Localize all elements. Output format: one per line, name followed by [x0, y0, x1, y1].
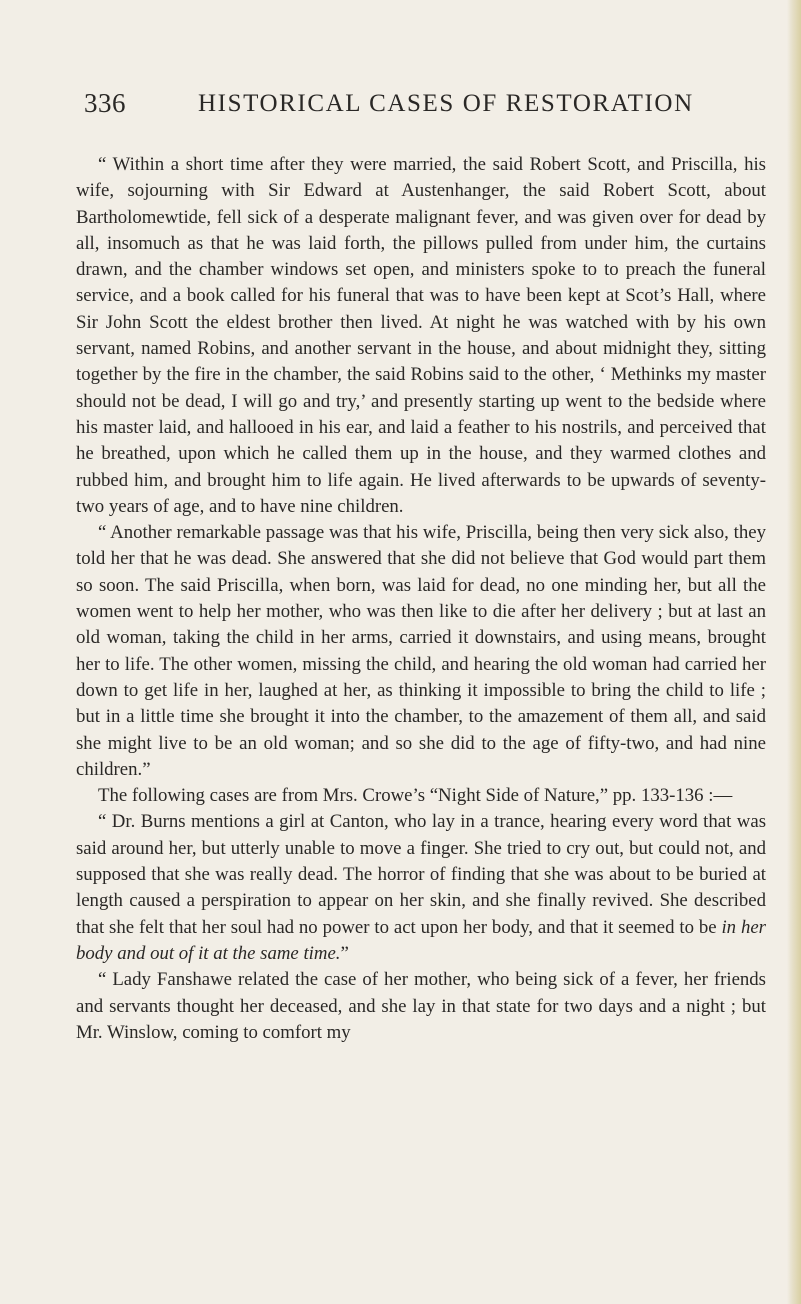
burns-case-italic-quote: in her body and out of it at the same time. — [76, 916, 766, 964]
paragraph-fanshawe: “ Lady Fanshawe related the case of her mother, who being sick of a fever, her friends and servants thought her deceased, and she lay in that state for two days and a night ; but Mr. Winslow, coming to comfort my — [76, 969, 766, 1043]
body-text — [76, 152, 766, 1046]
page-header — [84, 88, 704, 128]
burns-case-closing-mark: ” — [340, 942, 349, 964]
page-edge — [787, 0, 801, 1304]
burns-case-text: “ Dr. Burns mentions a girl at Canton, who lay in a trance, hearing every word that was said around her, but utterly unable to move a finger. She tried to cry out, but could not, and supposed that she was really dead. The horror of finding that she was about to be buried at length caused a perspiration to appear on her skin, and she finally revived. She described that she felt that her soul had no power to act upon her body, and that it seemed to be — [76, 811, 766, 938]
paragraph-priscilla: “ Another remarkable passage was that his wife, Priscilla, being then very sick also, they told her that he was dead. She answered that she did not believe that God would part them so soon. The said Priscilla, when born, was laid for dead, no one minding her, but all the women went to help her mother, who was then like to die after her delivery ; but at last an old woman, taking the child in her arms, carried it downstairs, and using means, brought her to life. The other women, missing the child, and hearing the old woman had carried her down to get life in her, laughed at her, as thinking it impossible to bring the child to life ; but in a little time she brought it into the chamber, to the amazement of them all, and said she might live to be an old woman; and so she did to the age of fifty-two, and had nine children.” — [76, 522, 766, 780]
paragraph-burns-case — [76, 809, 766, 967]
paragraph-crowe-citation: The following cases are from Mrs. Crowe’s “Night Side of Nature,” pp. 133-136 :— — [98, 785, 733, 807]
paragraph-scott-revival: “ Within a short time after they were married, the said Robert Scott, and Priscilla, his wife, sojourning with Sir Edward at Austenhanger, the said Robert Scott, about Bartholomewtide, fell sick of a desperate malignant fever, and was given over for dead by all, insomuch as that he was laid forth, the pillows pulled from under him, the curtains drawn, and the chamber windows set open, and ministers spoke to to preach the funeral service, and a book called for his funeral that was to have been kept at Scot’s Hall, where Sir John Scott the eldest brother then lived. At night he was watched with by his own servant, named Robins, and another servant in the house, and about midnight they, sitting together by the fire in the chamber, the said Robins said to the other, ‘ Methinks my master should not be dead, I will go and try,’ and presently starting up went to the bedside where his master laid, and hallooed in his ear, and laid a feather to his nostrils, and perceived that he breathed, upon which he called them up in the house, and they warmed clothes and rubbed him, and brought him to life again. He lived afterwards to be upwards of seventy-two years of age, and to have nine children. — [76, 154, 766, 517]
page-number: 336 — [84, 88, 126, 118]
running-title: HISTORICAL CASES OF RESTORATION — [198, 90, 694, 117]
